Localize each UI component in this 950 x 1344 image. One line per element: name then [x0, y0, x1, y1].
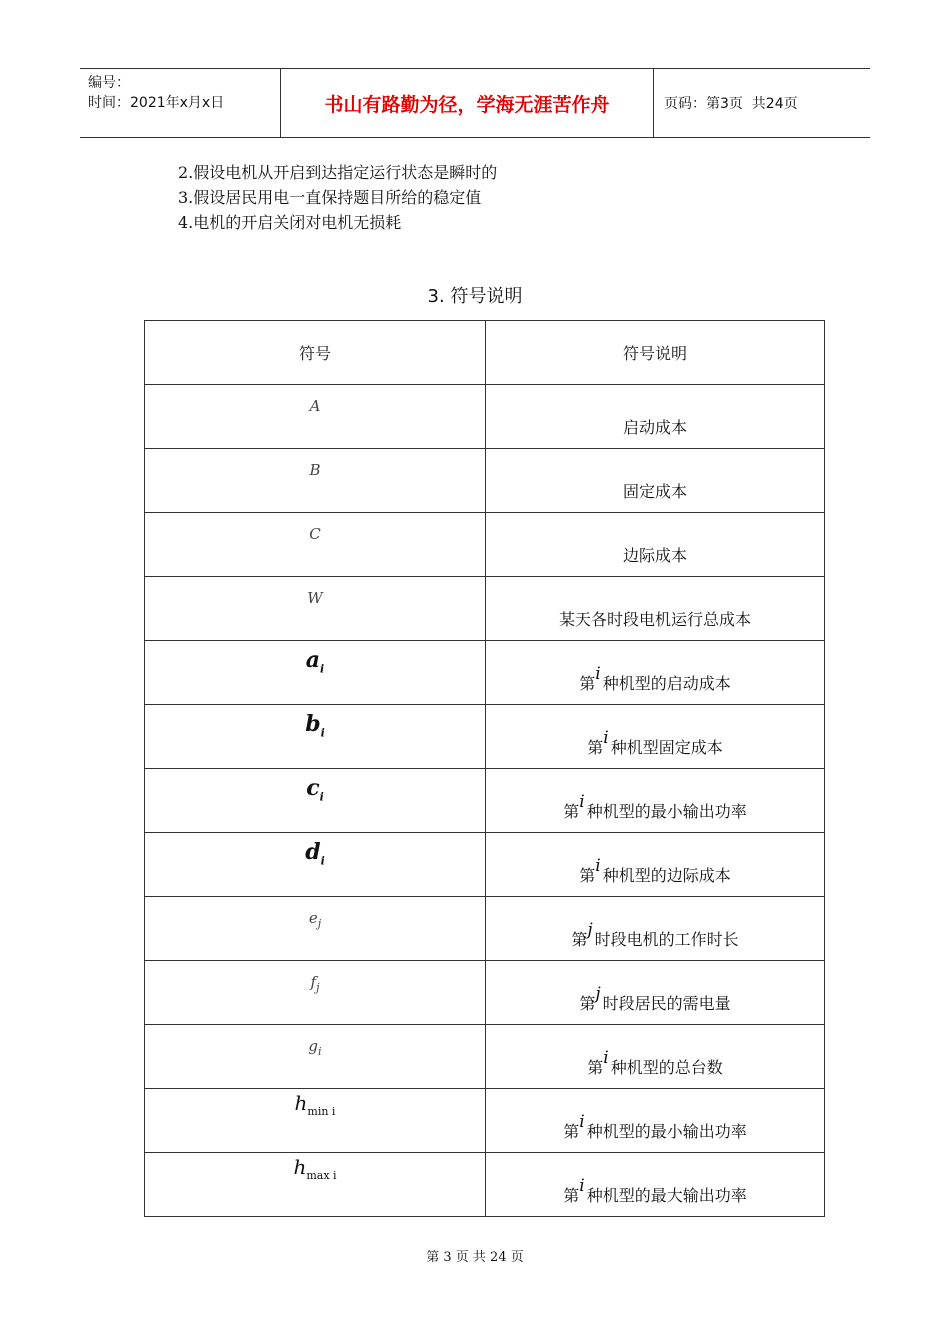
table-row: [145, 1024, 825, 1088]
description-prefix: 第: [587, 737, 604, 757]
description: [486, 543, 824, 566]
description-cell: [486, 1088, 825, 1152]
index-variable: i: [579, 1111, 585, 1132]
symbol-subscript: i: [319, 790, 324, 804]
description: [486, 1175, 824, 1206]
table-row: [145, 640, 825, 704]
index-variable: i: [603, 1047, 609, 1068]
page-footer: 第 3 页 共 24 页: [426, 1250, 524, 1265]
symbol-main: g: [308, 1036, 319, 1055]
index-variable: i: [603, 727, 609, 748]
index-variable: j: [595, 983, 601, 1004]
description: [486, 607, 824, 630]
description-cell: [486, 384, 825, 448]
description: [486, 855, 824, 886]
description-prefix: 第: [579, 865, 596, 885]
description: [486, 1047, 824, 1078]
symbol: [145, 1091, 485, 1118]
symbol-cell: [145, 640, 486, 704]
symbol: [145, 909, 485, 930]
description-prefix: 第: [571, 929, 588, 949]
description-prefix: 第: [579, 673, 596, 693]
code-label: 编号：: [88, 75, 130, 91]
symbol: [145, 461, 485, 479]
symbol-table: [144, 320, 825, 1217]
symbol: [145, 397, 485, 415]
description: [486, 415, 824, 438]
symbol-subscript: j: [316, 980, 320, 994]
header-symbol: 符号: [145, 321, 486, 385]
header-meta: [80, 69, 281, 137]
page-info-text: 页码：第3页 共24页: [664, 96, 798, 112]
description-text: 固定成本: [622, 481, 687, 501]
symbol: [145, 1037, 485, 1058]
symbol: [145, 1155, 485, 1182]
description-text: 种机型的最大输出功率: [586, 1185, 747, 1205]
description: [486, 983, 824, 1014]
description-cell: [486, 768, 825, 832]
table-row: [145, 832, 825, 896]
index-variable: i: [579, 1175, 585, 1196]
symbol-main: a: [305, 646, 321, 673]
description: [486, 919, 824, 950]
symbol: [145, 589, 485, 607]
symbol-subscript: i: [320, 854, 325, 868]
table-row: [145, 896, 825, 960]
description-text: 种机型的最小输出功率: [586, 1121, 747, 1141]
description-cell: [486, 960, 825, 1024]
description-text: 种机型的最小输出功率: [586, 801, 747, 821]
symbol-main: C: [309, 524, 321, 543]
symbol-cell: [145, 448, 486, 512]
description: [486, 663, 824, 694]
symbol-main: B: [309, 460, 321, 479]
assumption-item: 3.假设居民用电一直保持题目所给的稳定值: [178, 188, 482, 207]
description-cell: [486, 896, 825, 960]
index-variable: j: [587, 919, 593, 940]
time-label: 时间：2021年x月x日: [88, 95, 225, 111]
assumption-item: 2.假设电机从开启到达指定运行状态是瞬时的: [178, 163, 498, 182]
page-header: [80, 68, 870, 138]
symbol-cell: [145, 768, 486, 832]
symbol: [145, 839, 485, 867]
index-variable: i: [595, 663, 601, 684]
section-title: 3. 符号说明: [427, 286, 523, 307]
header-description: 符号说明: [486, 321, 825, 385]
symbol: [145, 711, 485, 739]
symbol-cell: [145, 832, 486, 896]
symbol: [145, 647, 485, 675]
header-page-info: [654, 69, 870, 137]
symbol-main: d: [305, 838, 321, 865]
symbol-main: A: [309, 396, 321, 415]
table-header-row: [145, 321, 825, 385]
description-text: 时段居民的需电量: [602, 993, 731, 1013]
description-cell: [486, 576, 825, 640]
table-row: [145, 512, 825, 576]
description-prefix: 第: [587, 1057, 604, 1077]
symbol: [145, 525, 485, 543]
symbol-main: e: [308, 908, 318, 927]
description-text: 边际成本: [622, 545, 687, 565]
symbol-subscript: i: [318, 1044, 322, 1058]
description-text: 种机型的总台数: [610, 1057, 723, 1077]
symbol-subscript: max i: [306, 1168, 337, 1182]
table-row: [145, 1152, 825, 1216]
symbol-cell: [145, 704, 486, 768]
assumption-item: 4.电机的开启关闭对电机无损耗: [178, 213, 402, 232]
description: [486, 1111, 824, 1142]
symbol-cell: [145, 960, 486, 1024]
symbol-subscript: i: [320, 662, 325, 676]
symbol-cell: [145, 1152, 486, 1216]
description: [486, 727, 824, 758]
table-row: [145, 448, 825, 512]
symbol-main: c: [306, 774, 320, 801]
table-row: [145, 576, 825, 640]
table-row: [145, 1088, 825, 1152]
index-variable: i: [595, 855, 601, 876]
table-row: [145, 768, 825, 832]
index-variable: i: [579, 791, 585, 812]
symbol: [145, 775, 485, 803]
symbol-cell: [145, 576, 486, 640]
symbol-cell: [145, 1088, 486, 1152]
symbol-main: h: [294, 1090, 308, 1115]
symbol-subscript: min i: [307, 1104, 336, 1118]
symbol-main: f: [310, 972, 317, 991]
symbol-main: h: [293, 1154, 307, 1179]
symbol-cell: [145, 384, 486, 448]
table-row: [145, 384, 825, 448]
description-cell: [486, 1024, 825, 1088]
description-text: 种机型固定成本: [610, 737, 723, 757]
description: [486, 479, 824, 502]
symbol-cell: [145, 512, 486, 576]
description-cell: [486, 512, 825, 576]
description-cell: [486, 1152, 825, 1216]
table-row: [145, 960, 825, 1024]
description-prefix: 第: [563, 1121, 580, 1141]
description-text: 种机型的启动成本: [602, 673, 731, 693]
symbol-cell: [145, 896, 486, 960]
description-prefix: 第: [563, 801, 580, 821]
symbol-subscript: i: [320, 726, 325, 740]
description-prefix: 第: [579, 993, 596, 1013]
assumption-list: [178, 160, 497, 235]
description-text: 某天各时段电机运行总成本: [558, 609, 751, 629]
description-text: 种机型的边际成本: [602, 865, 731, 885]
symbol-main: b: [305, 710, 321, 737]
description-text: 启动成本: [622, 417, 687, 437]
description: [486, 791, 824, 822]
symbol-cell: [145, 1024, 486, 1088]
symbol-subscript: j: [317, 916, 322, 930]
description-cell: [486, 704, 825, 768]
description-cell: [486, 640, 825, 704]
description-text: 时段电机的工作时长: [594, 929, 739, 949]
description-prefix: 第: [563, 1185, 580, 1205]
table-row: [145, 704, 825, 768]
symbol: [145, 973, 485, 994]
header-motto: 书山有路勤为径，学海无涯苦作舟: [281, 69, 654, 137]
symbol-main: W: [307, 588, 323, 607]
description-cell: [486, 448, 825, 512]
description-cell: [486, 832, 825, 896]
